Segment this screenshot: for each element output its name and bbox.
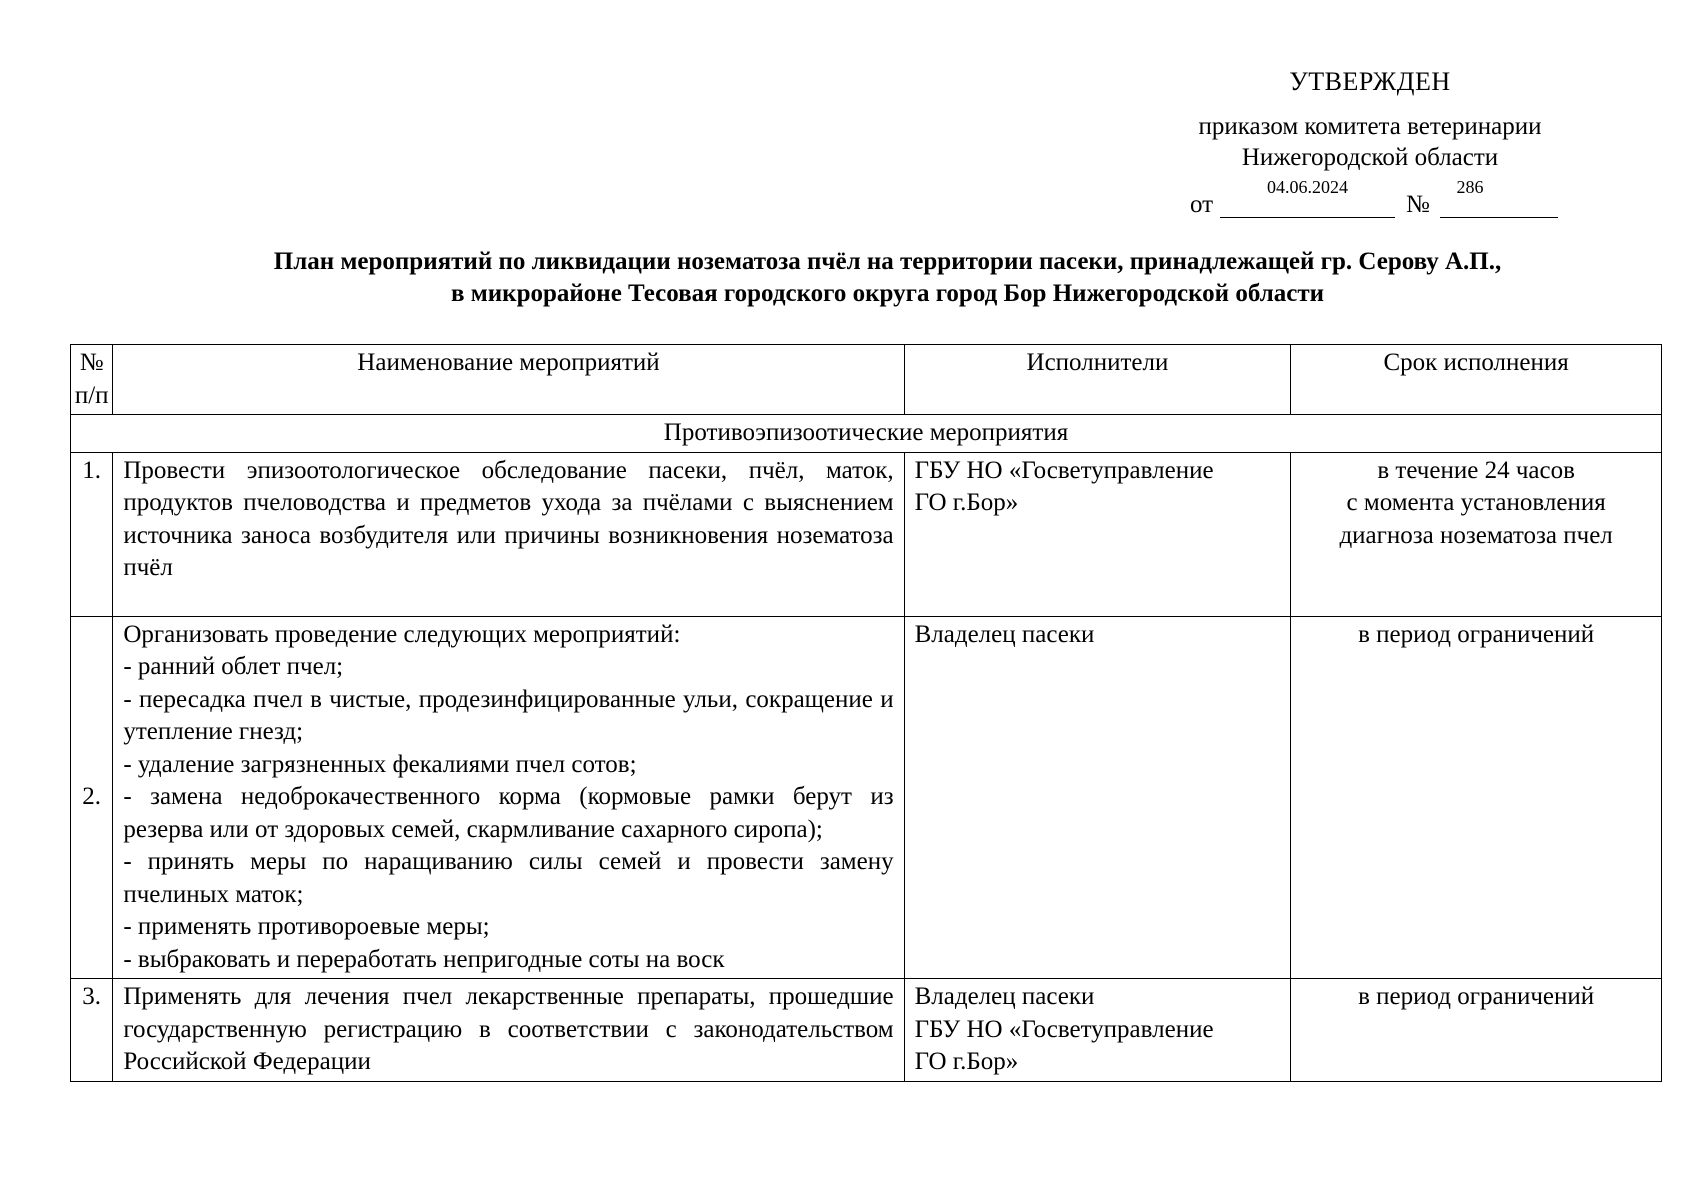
header-num: № п/п (71, 345, 113, 415)
table-row (71, 452, 1662, 616)
row-measure: Провести эпизоотологическое обследование пасеки, пчёл, маток, продуктов пчеловодства и предметов ухода за пчёлами с выяснением источника заноса возбудителя или причины возникновения нозематоза пчёл (113, 452, 904, 616)
row-executors: Владелец пасеки ГБУ НО «Госветуправление ГО г.Бор» (904, 979, 1291, 1082)
section-title: Противоэпизоотические мероприятия (71, 415, 1662, 453)
row-number: 1. (71, 452, 113, 616)
approval-issuer-line2: Нижегородской области (1241, 144, 1499, 171)
document-title (160, 246, 1615, 310)
row-executors: Владелец пасеки (904, 616, 1291, 979)
table-row (71, 616, 1662, 979)
section-row (71, 415, 1662, 453)
table-row (71, 979, 1662, 1082)
approval-date-row (1150, 173, 1590, 218)
row-term: в течение 24 часов с момента установления диагноза нозематоза пчел (1291, 452, 1662, 616)
date-underline (1220, 217, 1395, 218)
row-term: в период ограничений (1291, 979, 1662, 1082)
date-value: 04.06.2024 (1267, 177, 1348, 197)
number-underline (1440, 217, 1558, 218)
row-measure: Применять для лечения пчел лекарственные препараты, прошедшие государственную регистрацию в соответствии с законодательством Российской Федерации (113, 979, 904, 1082)
title-line2: в микрорайоне Тесовая городского округа город Бор Нижегородской области (450, 280, 1325, 307)
header-name: Наименование мероприятий (113, 345, 904, 415)
row-term: в период ограничений (1291, 616, 1662, 979)
approval-heading: УТВЕРЖДЕН (1289, 67, 1451, 96)
table-header-row (71, 345, 1662, 415)
row-executors: ГБУ НО «Госветуправление ГО г.Бор» (904, 452, 1291, 616)
row-number: 3. (71, 979, 113, 1082)
header-term: Срок исполнения (1291, 345, 1662, 415)
number-label: № (1406, 191, 1430, 218)
date-label: от (1190, 191, 1214, 218)
approval-issuer-line1: приказом комитета ветеринарии (1198, 113, 1542, 140)
header-executors: Исполнители (904, 345, 1291, 415)
row-measure: Организовать проведение следующих мероприятий: - ранний облет пчел; - пересадка пчел в чистые, продезинфицированные ульи, сокращение и утепление гнезд; - удаление загрязненных фекалиями пчел сотов; - замена недоброкачественного корма (кормовые рамки берут из резерва или от здоровых семей, скармливание сахарного сиропа); - принять меры по наращиванию силы семей и провести замену пчелиных маток; - применять противороевые меры; - выбраковать и переработать непригодные соты на воск (113, 616, 904, 979)
row-number: 2. (71, 616, 113, 979)
measures-table (70, 344, 1662, 1082)
number-value: 286 (1456, 177, 1484, 197)
title-line1: План мероприятий по ликвидации нозематоза пчёл на территории пасеки, принадлежащей гр. Серову А.П., (273, 248, 1502, 275)
approval-block (1150, 66, 1590, 218)
